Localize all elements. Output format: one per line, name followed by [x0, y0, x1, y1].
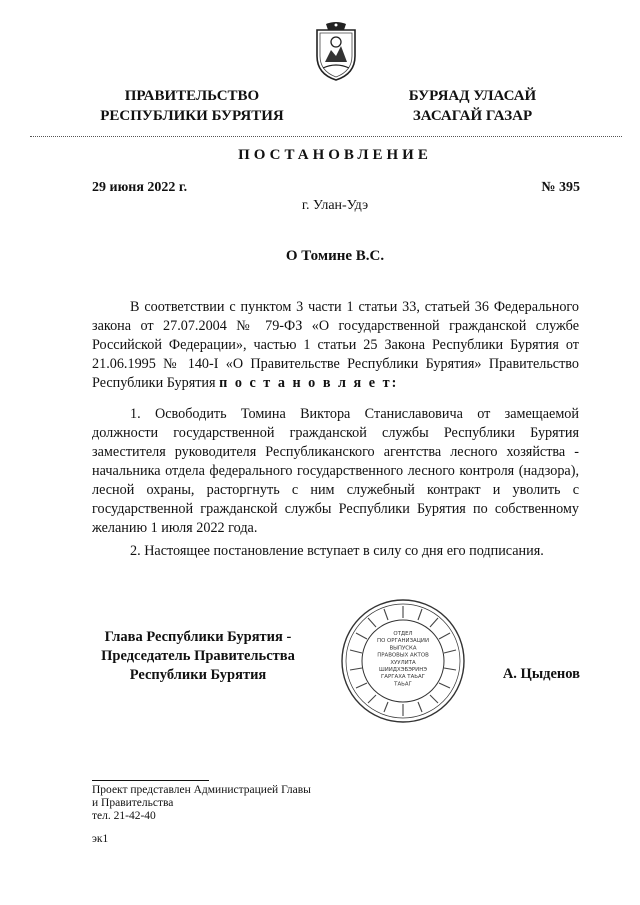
document-type: ПОСТАНОВЛЕНИЕ [238, 147, 432, 163]
stamp-text-line: ГАРГАХА ТАЬАГ [381, 674, 425, 681]
header-ru-line2: РЕСПУБЛИКИ БУРЯТИЯ [100, 108, 284, 124]
stamp-text-line: ПРАВОВЫХ АКТОВ [377, 652, 429, 659]
header-ru [92, 86, 292, 126]
footnote [92, 784, 311, 823]
item-2-paragraph: 2. Настоящее постановление вступает в силу со дня его подписания. [130, 543, 544, 559]
preamble-paragraph [92, 298, 579, 393]
document-code: эк1 [92, 833, 109, 845]
signer-title-line1: Глава Республики Бурятия - [104, 629, 292, 645]
stamp-text-line: ОТДЕЛ [393, 631, 413, 637]
decree-word: п о с т а н о в л я е т: [219, 375, 399, 391]
header-ru-line1: ПРАВИТЕЛЬСТВО [124, 88, 260, 104]
stamp-text-line: ШИИДХЭБЭРИНЭ [378, 667, 428, 673]
footnote-line1: Проект представлен Администрацией Главы [92, 784, 311, 796]
header-divider [30, 136, 622, 137]
document-date: 29 июня 2022 г. [92, 180, 188, 195]
document-number: № 395 [541, 180, 580, 195]
document-city: г. Улан-Удэ [301, 198, 369, 213]
header-bua-line2: ЗАСАГАЙ ГАЗАР [412, 108, 533, 124]
footnote-divider [92, 780, 209, 781]
coat-of-arms-icon [311, 22, 361, 82]
stamp-text-line: ВЫПУСКА [389, 645, 417, 652]
stamp-text-line: ТАЬАГ [394, 681, 412, 688]
signer-name: А. Цыденов [502, 666, 580, 682]
stamp-text-line: ПО ОРГАНИЗАЦИИ [377, 638, 429, 645]
item-1-paragraph: 1. Освободить Томина Виктора Станиславовича от замещаемой должности государственной гражданской службы Республики Бурятия заместителя руководителя Республиканского агентства лесного хозяйства - начальника отдела федерального государственного лесного контроля (надзора), лесной охраны, расторгнуть с ним служебный контракт и уволить с государственной гражданской службы Республики Бурятия по собственному желанию 1 июля 2022 года. [92, 406, 579, 536]
header-bua [400, 86, 545, 126]
footnote-line3: тел. 21-42-40 [92, 810, 156, 822]
document-subject: О Томине В.С. [285, 248, 385, 264]
signer-title-line2: Председатель Правительства [101, 648, 295, 664]
footnote-line2: и Правительства [92, 797, 174, 809]
signer-title [88, 628, 308, 685]
header-bua-line1: БУРЯАД УЛАСАЙ [408, 88, 537, 104]
preamble-text: В соответствии с пунктом 3 части 1 статьи 33, статьей 36 Федерального закона от 27.07.2004 № 79-ФЗ «О государственной гражданской службе Российской Федерации», частью 1 статьи 25 Закона Республики Бурятия от 21.06.1995 № 140-I «О Правительстве Республики Бурятия» Правительство Республики Бурятия [92, 299, 579, 391]
stamp-text-line: ХУУЛИТА [390, 659, 416, 666]
official-stamp-icon [340, 598, 466, 724]
signer-title-line3: Республики Бурятия [129, 667, 267, 683]
